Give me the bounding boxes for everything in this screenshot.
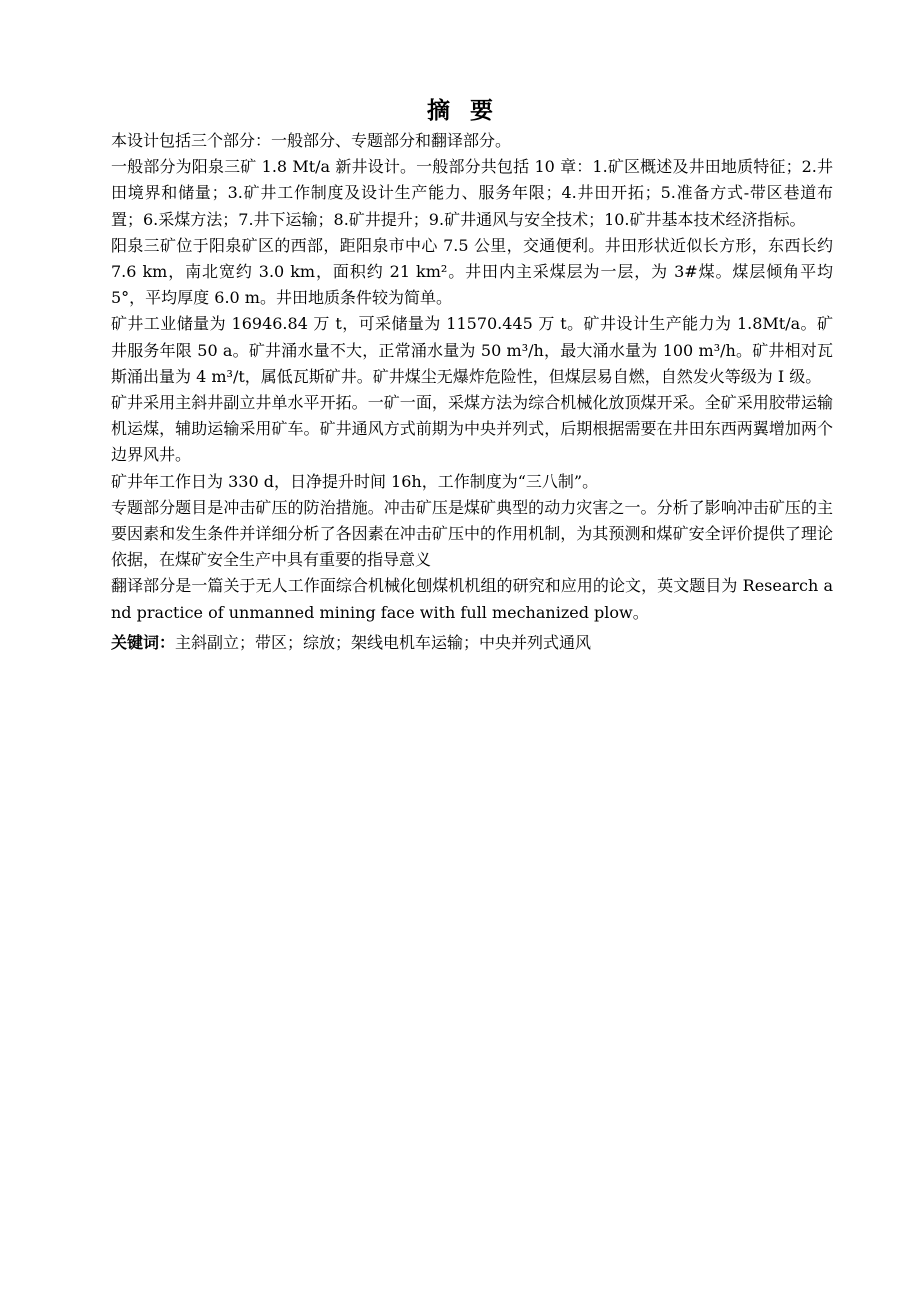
keywords-line bbox=[111, 630, 833, 656]
paragraph-general-part: 一般部分为阳泉三矿 1.8 Mt/a 新井设计。一般部分共包括 10 章：1.矿区概述及井田地质特征；2.井田境界和储量；3.矿井工作制度及设计生产能力、服务年限；4.井田开拓；5.准备方式-带区巷道布置；6.采煤方法；7.井下运输；8.矿井提升；9.矿井通风与安全技术；10.矿井基本技术经济指标。 bbox=[111, 157, 833, 229]
abstract-body bbox=[111, 128, 833, 656]
paragraph-work-schedule: 矿井年工作日为 330 d，日净提升时间 16h，工作制度为“三八制”。 bbox=[111, 471, 599, 491]
abstract-title: 摘要 bbox=[427, 98, 513, 124]
keywords-value: 主斜副立；带区；综放；架线电机车运输；中央并列式通风 bbox=[175, 632, 592, 652]
paragraph-mine-location: 阳泉三矿位于阳泉矿区的西部，距阳泉市中心 7.5 公里，交通便利。井田形状近似长方形，东西长约 7.6 km，南北宽约 3.0 km，面积约 21 km²。井田内主采煤层为一层，为 3#煤。煤层倾角平均 5°，平均厚度 6.0 m。井田地质条件较为简单。 bbox=[111, 235, 833, 308]
paragraph-translation: 翻译部分是一篇关于无人工作面综合机械化刨煤机机组的研究和应用的论文，英文题目为 Research and practice of unmanned mining face with full mechanized plow。 bbox=[111, 576, 833, 622]
paragraph-special-topic: 专题部分题目是冲击矿压的防治措施。冲击矿压是煤矿典型的动力灾害之一。分析了影响冲击矿压的主要因素和发生条件并详细分析了各因素在冲击矿压中的作用机制，为其预测和煤矿安全评价提供了理论依据，在煤矿安全生产中具有重要的指导意义 bbox=[111, 497, 833, 570]
paragraph-reserves: 矿井工业储量为 16946.84 万 t，可采储量为 11570.445 万 t。矿井设计生产能力为 1.8Mt/a。矿井服务年限 50 a。矿井涌水量不大，正常涌水量为 50 m³/h，最大涌水量为 100 m³/h。矿井相对瓦斯涌出量为 4 m³/t，属低瓦斯矿井。矿井煤尘无爆炸危险性，但煤层易自燃，自然发火等级为 I 级。 bbox=[111, 314, 833, 386]
paragraph-overview: 本设计包括三个部分：一般部分、专题部分和翻译部分。 bbox=[111, 131, 512, 150]
paragraph-development: 矿井采用主斜井副立井单水平开拓。一矿一面，采煤方法为综合机械化放顶煤开采。全矿采用胶带运输机运煤，辅助运输采用矿车。矿井通风方式前期为中央并列式，后期根据需要在井田东西两翼增加两个边界风井。 bbox=[111, 393, 833, 465]
keywords-label: 关键词： bbox=[111, 632, 176, 652]
